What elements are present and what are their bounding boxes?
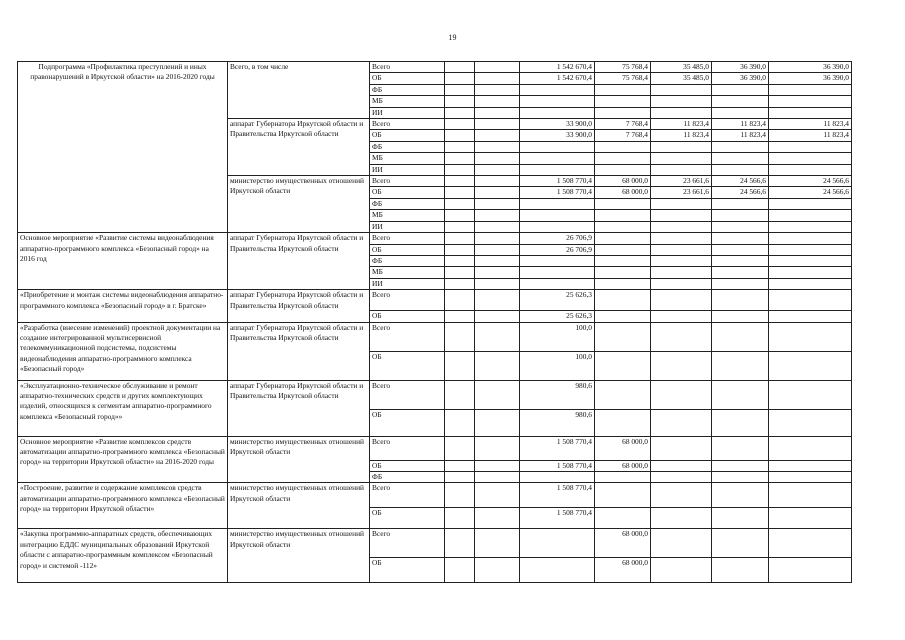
amount-cell [445, 380, 475, 409]
amount-cell [595, 290, 651, 311]
amount-cell: 24 566,6 [769, 176, 852, 187]
amount-cell: 75 768,4 [595, 62, 651, 73]
funding-source-cell: Всего [370, 176, 445, 187]
amount-cell [445, 73, 475, 84]
amount-cell [712, 141, 769, 152]
amount-cell: 100,0 [520, 322, 595, 351]
amount-cell [769, 483, 852, 508]
amount-cell: 24 566,6 [769, 187, 852, 198]
amount-cell [712, 210, 769, 221]
amount-cell [595, 278, 651, 289]
amount-cell: 1 542 670,4 [520, 62, 595, 73]
amount-cell [520, 255, 595, 266]
amount-cell [595, 409, 651, 436]
amount-cell [769, 141, 852, 152]
measure-name-cell: «Разработка (внесение изменений) проектной документации на создание интегрированной мультисервисной телекоммуникационной подсистемы, подсистемы видеонаблюдения аппаратно-программного комплекса «Безопасный город» [18, 322, 228, 380]
amount-cell [595, 198, 651, 209]
amount-cell [651, 322, 712, 351]
amount-cell [712, 380, 769, 409]
amount-cell: 11 823,4 [712, 130, 769, 141]
amount-cell [520, 198, 595, 209]
amount-cell [769, 529, 852, 558]
funding-source-cell: ОБ [370, 508, 445, 529]
amount-cell [475, 198, 520, 209]
amount-cell [445, 84, 475, 95]
amount-cell [445, 119, 475, 130]
amount-cell [651, 244, 712, 255]
amount-cell: 25 626,3 [520, 290, 595, 311]
amount-cell: 33 900,0 [520, 130, 595, 141]
amount-cell [651, 233, 712, 244]
executor-cell: министерство имущественных отношений Иркутской области [228, 436, 370, 483]
funding-source-cell: МБ [370, 267, 445, 278]
amount-cell [712, 107, 769, 118]
amount-cell: 11 823,4 [712, 119, 769, 130]
amount-cell [769, 311, 852, 322]
funding-source-cell: ОБ [370, 130, 445, 141]
table-row [18, 483, 852, 508]
amount-cell [475, 244, 520, 255]
amount-cell [769, 290, 852, 311]
table-row [18, 62, 852, 73]
amount-cell [445, 141, 475, 152]
amount-cell [769, 210, 852, 221]
amount-cell [445, 471, 475, 482]
amount-cell [651, 311, 712, 322]
amount-cell [595, 267, 651, 278]
amount-cell [475, 267, 520, 278]
amount-cell [712, 483, 769, 508]
amount-cell [712, 84, 769, 95]
amount-cell [445, 278, 475, 289]
amount-cell [475, 380, 520, 409]
amount-cell: 36 390,0 [769, 62, 852, 73]
executor-cell: Всего, в том числе [228, 62, 370, 119]
amount-cell [520, 84, 595, 95]
amount-cell: 7 768,4 [595, 119, 651, 130]
page-number: 19 [448, 33, 457, 42]
amount-cell [595, 380, 651, 409]
amount-cell [475, 471, 520, 482]
amount-cell: 36 390,0 [769, 73, 852, 84]
amount-cell [769, 164, 852, 175]
measure-name-cell: «Приобретение и монтаж системы видеонаблюдения аппаратно-программного комплекса «Безопасный город» в г. Братске» [18, 290, 228, 322]
amount-cell [475, 130, 520, 141]
measure-name-cell: Подпрограмма «Профилактика преступлений и иных правонарушений в Иркутской области» на 2016-2020 годы [18, 62, 228, 233]
amount-cell [445, 409, 475, 436]
amount-cell [769, 351, 852, 380]
amount-cell [712, 351, 769, 380]
amount-cell [651, 153, 712, 164]
amount-cell [445, 107, 475, 118]
amount-cell [651, 96, 712, 107]
amount-cell: 23 661,6 [651, 187, 712, 198]
amount-cell [475, 164, 520, 175]
amount-cell: 25 626,3 [520, 311, 595, 322]
table-row [18, 529, 852, 558]
amount-cell [769, 153, 852, 164]
amount-cell [769, 267, 852, 278]
amount-cell [712, 409, 769, 436]
measure-name-cell: «Построение, развитие и содержание комплексов средств автоматизации аппаратно-программного комплекса «Безопасный город» на территории Иркутской области» [18, 483, 228, 529]
executor-cell: министерство имущественных отношений Иркутской области [228, 483, 370, 529]
amount-cell [769, 84, 852, 95]
amount-cell [475, 107, 520, 118]
measure-name-cell: «Эксплуатационно-техническое обслуживание и ремонт аппаратно-технических средств и других комплектующих изделий, относящихся к сегментам аппаратно-программного комплекса «Безопасный город»» [18, 380, 228, 436]
amount-cell [769, 107, 852, 118]
amount-cell [445, 529, 475, 558]
amount-cell [475, 483, 520, 508]
funding-source-cell: ИИ [370, 221, 445, 232]
amount-cell: 75 768,4 [595, 73, 651, 84]
budget-table [17, 61, 852, 583]
amount-cell [595, 244, 651, 255]
amount-cell [520, 558, 595, 583]
amount-cell [769, 380, 852, 409]
funding-source-cell: ФБ [370, 255, 445, 266]
amount-cell [651, 558, 712, 583]
amount-cell [595, 96, 651, 107]
amount-cell [520, 107, 595, 118]
amount-cell [475, 290, 520, 311]
amount-cell: 36 390,0 [712, 73, 769, 84]
amount-cell [595, 221, 651, 232]
amount-cell [651, 210, 712, 221]
amount-cell [651, 460, 712, 471]
amount-cell [595, 210, 651, 221]
executor-cell: министерство имущественных отношений Иркутской области [228, 176, 370, 233]
amount-cell [712, 322, 769, 351]
amount-cell [445, 508, 475, 529]
amount-cell [595, 153, 651, 164]
amount-cell [651, 471, 712, 482]
amount-cell [445, 558, 475, 583]
amount-cell [712, 267, 769, 278]
amount-cell [651, 164, 712, 175]
amount-cell [595, 141, 651, 152]
amount-cell [445, 322, 475, 351]
amount-cell [475, 508, 520, 529]
amount-cell [769, 233, 852, 244]
amount-cell [445, 187, 475, 198]
amount-cell [445, 351, 475, 380]
amount-cell [520, 267, 595, 278]
executor-cell: министерство имущественных отношений Иркутской области [228, 529, 370, 583]
funding-source-cell: МБ [370, 153, 445, 164]
amount-cell [595, 483, 651, 508]
amount-cell [651, 483, 712, 508]
amount-cell [475, 409, 520, 436]
amount-cell [445, 290, 475, 311]
amount-cell [769, 508, 852, 529]
amount-cell [475, 255, 520, 266]
amount-cell: 68 000,0 [595, 176, 651, 187]
amount-cell [651, 198, 712, 209]
amount-cell: 7 768,4 [595, 130, 651, 141]
amount-cell [651, 107, 712, 118]
amount-cell: 11 823,4 [769, 119, 852, 130]
amount-cell: 35 485,0 [651, 73, 712, 84]
table-row [18, 322, 852, 351]
amount-cell [445, 210, 475, 221]
amount-cell [769, 255, 852, 266]
table-row [18, 436, 852, 460]
amount-cell [520, 96, 595, 107]
funding-source-cell: Всего [370, 62, 445, 73]
amount-cell [445, 436, 475, 460]
amount-cell [651, 221, 712, 232]
amount-cell [595, 471, 651, 482]
measure-name-cell: Основное мероприятие «Развитие комплексов средств автоматизации аппаратно-программного комплекса «Безопасный город» на территории Иркутской области» на 2016-2020 годы [18, 436, 228, 483]
amount-cell [651, 380, 712, 409]
amount-cell [475, 460, 520, 471]
amount-cell [712, 471, 769, 482]
executor-cell: аппарат Губернатора Иркутской области и Правительства Иркутской области [228, 380, 370, 436]
amount-cell [475, 322, 520, 351]
amount-cell [520, 278, 595, 289]
funding-source-cell: ИИ [370, 107, 445, 118]
funding-source-cell: Всего [370, 436, 445, 460]
amount-cell: 1 508 770,4 [520, 508, 595, 529]
funding-source-cell: ОБ [370, 460, 445, 471]
amount-cell: 68 000,0 [595, 187, 651, 198]
amount-cell [475, 210, 520, 221]
funding-source-cell: Всего [370, 529, 445, 558]
amount-cell [445, 221, 475, 232]
amount-cell: 11 823,4 [651, 119, 712, 130]
funding-source-cell: ИИ [370, 164, 445, 175]
amount-cell [475, 233, 520, 244]
amount-cell [520, 529, 595, 558]
amount-cell [475, 96, 520, 107]
amount-cell [445, 267, 475, 278]
amount-cell [651, 409, 712, 436]
amount-cell [651, 278, 712, 289]
amount-cell [445, 153, 475, 164]
amount-cell [520, 471, 595, 482]
amount-cell [475, 558, 520, 583]
amount-cell [712, 164, 769, 175]
funding-source-cell: ОБ [370, 311, 445, 322]
amount-cell: 11 823,4 [651, 130, 712, 141]
amount-cell [445, 255, 475, 266]
amount-cell [445, 164, 475, 175]
amount-cell [712, 508, 769, 529]
amount-cell [475, 84, 520, 95]
funding-source-cell: ОБ [370, 409, 445, 436]
amount-cell [712, 558, 769, 583]
amount-cell [475, 153, 520, 164]
amount-cell [595, 255, 651, 266]
amount-cell [445, 96, 475, 107]
amount-cell [520, 221, 595, 232]
amount-cell [651, 290, 712, 311]
amount-cell [769, 460, 852, 471]
funding-source-cell: ОБ [370, 187, 445, 198]
amount-cell [769, 244, 852, 255]
amount-cell: 11 823,4 [769, 130, 852, 141]
funding-source-cell: МБ [370, 96, 445, 107]
amount-cell [445, 460, 475, 471]
executor-cell: аппарат Губернатора Иркутской области и Правительства Иркутской области [228, 233, 370, 290]
funding-source-cell: МБ [370, 210, 445, 221]
amount-cell [520, 164, 595, 175]
amount-cell [595, 84, 651, 95]
amount-cell [595, 107, 651, 118]
amount-cell [520, 210, 595, 221]
funding-source-cell: Всего [370, 233, 445, 244]
amount-cell [475, 436, 520, 460]
amount-cell [595, 233, 651, 244]
funding-source-cell: ФБ [370, 198, 445, 209]
amount-cell [595, 164, 651, 175]
amount-cell [769, 558, 852, 583]
amount-cell [520, 153, 595, 164]
amount-cell [445, 198, 475, 209]
table-row [18, 290, 852, 311]
amount-cell [475, 311, 520, 322]
amount-cell [595, 508, 651, 529]
funding-source-cell: ФБ [370, 84, 445, 95]
amount-cell: 980,6 [520, 409, 595, 436]
amount-cell [595, 322, 651, 351]
amount-cell [651, 508, 712, 529]
amount-cell [651, 255, 712, 266]
amount-cell [651, 141, 712, 152]
funding-source-cell: ОБ [370, 73, 445, 84]
amount-cell [712, 436, 769, 460]
amount-cell [445, 62, 475, 73]
amount-cell [445, 176, 475, 187]
amount-cell: 1 542 670,4 [520, 73, 595, 84]
amount-cell [475, 278, 520, 289]
amount-cell [769, 322, 852, 351]
amount-cell: 68 000,0 [595, 460, 651, 471]
amount-cell: 68 000,0 [595, 529, 651, 558]
amount-cell [769, 409, 852, 436]
amount-cell [595, 311, 651, 322]
amount-cell [651, 436, 712, 460]
amount-cell [712, 221, 769, 232]
amount-cell [712, 460, 769, 471]
amount-cell [712, 153, 769, 164]
amount-cell: 1 508 770,4 [520, 483, 595, 508]
amount-cell: 68 000,0 [595, 558, 651, 583]
funding-source-cell: ОБ [370, 558, 445, 583]
amount-cell [712, 244, 769, 255]
executor-cell: аппарат Губернатора Иркутской области и Правительства Иркутской области [228, 290, 370, 322]
amount-cell [769, 471, 852, 482]
amount-cell: 26 706,9 [520, 244, 595, 255]
amount-cell [475, 351, 520, 380]
amount-cell [475, 141, 520, 152]
funding-source-cell: ИИ [370, 278, 445, 289]
amount-cell [475, 73, 520, 84]
amount-cell [475, 221, 520, 232]
amount-cell: 36 390,0 [712, 62, 769, 73]
amount-cell [520, 141, 595, 152]
funding-source-cell: Всего [370, 119, 445, 130]
amount-cell [445, 244, 475, 255]
amount-cell: 23 661,6 [651, 176, 712, 187]
amount-cell [445, 233, 475, 244]
amount-cell [651, 267, 712, 278]
amount-cell: 24 566,6 [712, 176, 769, 187]
funding-source-cell: ФБ [370, 471, 445, 482]
amount-cell: 1 508 770,4 [520, 436, 595, 460]
amount-cell [712, 233, 769, 244]
amount-cell [769, 198, 852, 209]
amount-cell [651, 529, 712, 558]
amount-cell [475, 176, 520, 187]
amount-cell [475, 62, 520, 73]
funding-source-cell: Всего [370, 483, 445, 508]
amount-cell: 1 508 770,4 [520, 176, 595, 187]
amount-cell: 24 566,6 [712, 187, 769, 198]
funding-source-cell: ОБ [370, 351, 445, 380]
amount-cell [712, 255, 769, 266]
amount-cell: 68 000,0 [595, 436, 651, 460]
amount-cell [712, 198, 769, 209]
funding-source-cell: Всего [370, 380, 445, 409]
amount-cell: 1 508 770,4 [520, 187, 595, 198]
amount-cell [769, 221, 852, 232]
amount-cell: 980,6 [520, 380, 595, 409]
amount-cell [445, 311, 475, 322]
executor-cell: аппарат Губернатора Иркутской области и Правительства Иркутской области [228, 322, 370, 380]
funding-source-cell: Всего [370, 322, 445, 351]
amount-cell [445, 130, 475, 141]
amount-cell [475, 187, 520, 198]
amount-cell [651, 84, 712, 95]
amount-cell [651, 351, 712, 380]
amount-cell [769, 436, 852, 460]
amount-cell [712, 290, 769, 311]
table-row [18, 233, 852, 244]
amount-cell [712, 96, 769, 107]
executor-cell: аппарат Губернатора Иркутской области и Правительства Иркутской области [228, 119, 370, 176]
funding-source-cell: ФБ [370, 141, 445, 152]
amount-cell [769, 278, 852, 289]
measure-name-cell: «Закупка программно-аппаратных средств, обеспечивающих интеграцию ЕДДС муниципальных образований Иркутской области с аппаратно-программным комплексом «Безопасный город» и системой -112» [18, 529, 228, 583]
funding-source-cell: Всего [370, 290, 445, 311]
amount-cell [475, 529, 520, 558]
amount-cell: 33 900,0 [520, 119, 595, 130]
amount-cell [712, 311, 769, 322]
amount-cell: 1 508 770,4 [520, 460, 595, 471]
amount-cell: 26 706,9 [520, 233, 595, 244]
table-row [18, 380, 852, 409]
amount-cell: 35 485,0 [651, 62, 712, 73]
amount-cell [712, 278, 769, 289]
measure-name-cell: Основное мероприятие «Развитие системы видеонаблюдения аппаратно-программного комплекса «Безопасный город» на 2016 год [18, 233, 228, 290]
amount-cell [712, 529, 769, 558]
amount-cell [595, 351, 651, 380]
funding-source-cell: ОБ [370, 244, 445, 255]
amount-cell [769, 96, 852, 107]
amount-cell [475, 119, 520, 130]
amount-cell: 100,0 [520, 351, 595, 380]
amount-cell [445, 483, 475, 508]
